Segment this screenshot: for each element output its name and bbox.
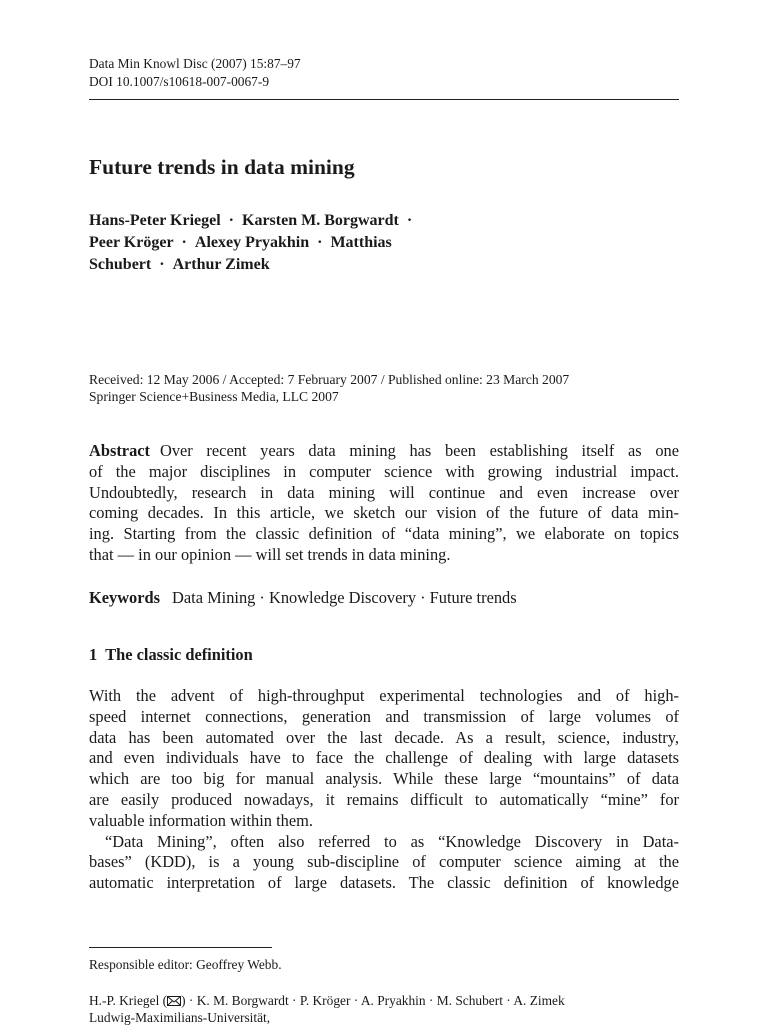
author-name: Schubert [89, 256, 152, 273]
author-line-3 [89, 254, 420, 276]
author-name: Alexey Pryakhin [194, 234, 310, 251]
journal-doi: DOI 10.1007/s10618-007-0067-9 [89, 74, 270, 89]
body-line: bases” (KDD), is a young sub-discipline of computer science aiming at the [89, 852, 679, 872]
body-line: speed internet connections, generation and transmission of large volumes of [89, 706, 679, 726]
body-line: “Data Mining”, often also referred to as “Knowledge Discovery in Data- [105, 831, 679, 851]
author-list [89, 210, 420, 276]
footnote-rule [89, 947, 272, 948]
keywords-label: Keywords [89, 588, 161, 607]
body-line: valuable information within them. [89, 810, 313, 830]
keywords [89, 588, 517, 608]
journal-citation: Data Min Knowl Disc (2007) 15:87–97 [89, 56, 301, 71]
author-separator: · [406, 212, 413, 229]
affiliation-institution: Ludwig-Maximilians-Universität, [89, 1010, 271, 1025]
abstract-line: of the major disciplines in computer science with growing industrial impact. [89, 461, 679, 481]
author-name: Hans-Peter Kriegel [89, 212, 221, 229]
abstract-line: Undoubtedly, research in data mining will continue and even increase over [89, 482, 679, 502]
author-separator: · [159, 256, 165, 273]
abstract-line: Abstract Over recent years data mining has been establishing itself as one [89, 441, 679, 460]
header-rule [89, 99, 679, 100]
author-line-2 [89, 232, 420, 254]
section-body [89, 686, 679, 894]
section-heading [89, 645, 253, 665]
section-title: The classic definition [105, 645, 253, 664]
journal-info [89, 55, 301, 91]
publication-dates [89, 371, 569, 405]
author-name: Arthur Zimek [172, 256, 270, 273]
author-separator: · [228, 212, 234, 229]
body-line: are easily produced nowadays, it remains difficult to automatically “mine” for [89, 789, 679, 809]
author-separator: · [317, 234, 323, 251]
author-line-1 [89, 210, 420, 232]
author-separator: · [181, 234, 187, 251]
author-name: Peer Kröger [89, 234, 174, 251]
body-line: and even individuals have to face the challenge of dealing with large datasets [89, 748, 679, 768]
body-line: which are too big for manual analysis. While these large “mountains” of data [89, 769, 679, 789]
paper-title: Future trends in data mining [89, 155, 355, 179]
footnote-editor: Responsible editor: Geoffrey Webb. [89, 957, 282, 972]
envelope-icon [167, 996, 181, 1006]
keywords-text: Data Mining · Knowledge Discovery · Future trends [172, 588, 517, 607]
abstract-label: Abstract [89, 441, 150, 460]
abstract-line: ing. Starting from the classic definition of “data mining”, we elaborate on topics [89, 524, 679, 544]
section-number: 1 [89, 645, 98, 664]
body-line: automatic interpretation of large datasets. The classic definition of knowledge [89, 873, 679, 893]
abstract-line: coming decades. In this article, we sketch our vision of the future of data min- [89, 503, 679, 523]
body-line: data has been automated over the last decade. As a result, science, industry, [89, 727, 679, 747]
dates-line: Received: 12 May 2006 / Accepted: 7 February 2007 / Published online: 23 March 2007 [89, 372, 570, 387]
author-name: Karsten M. Borgwardt [242, 212, 399, 229]
body-line: With the advent of high-throughput experimental technologies and of high- [89, 686, 679, 705]
copyright-line: Springer Science+Business Media, LLC 2007 [89, 389, 339, 404]
author-affiliation [89, 992, 565, 1026]
abstract [89, 441, 679, 566]
affiliation-authors: H.-P. Kriegel ( ) · K. M. Borgwardt · P. Kröger · A. Pryakhin · M. Schubert · A. Zimek [89, 993, 565, 1008]
author-name: Matthias [330, 234, 392, 251]
abstract-line: that — in our opinion — will set trends in data mining. [89, 544, 451, 564]
